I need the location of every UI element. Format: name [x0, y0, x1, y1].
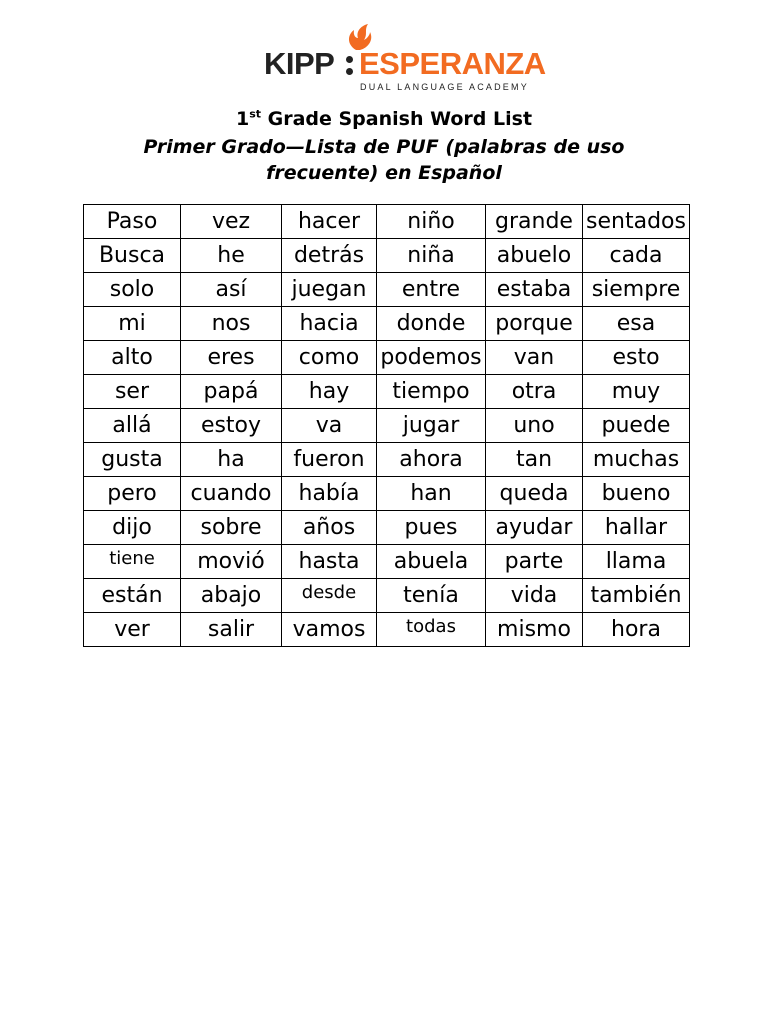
word-cell: ver	[84, 613, 181, 647]
word-cell: papá	[181, 375, 282, 409]
word-cell: cada	[583, 239, 690, 273]
word-cell: eres	[181, 341, 282, 375]
word-cell: jugar	[377, 409, 486, 443]
word-cell: ha	[181, 443, 282, 477]
word-cell: esto	[583, 341, 690, 375]
table-row	[84, 341, 690, 375]
word-cell: siempre	[583, 273, 690, 307]
word-cell: gusta	[84, 443, 181, 477]
word-cell: allá	[84, 409, 181, 443]
word-cell: tan	[486, 443, 583, 477]
word-cell: así	[181, 273, 282, 307]
word-cell: van	[486, 341, 583, 375]
word-cell: abajo	[181, 579, 282, 613]
table-row	[84, 205, 690, 239]
word-cell: esa	[583, 307, 690, 341]
word-cell: hay	[282, 375, 377, 409]
title-ordinal: 1	[235, 108, 250, 130]
word-cell: donde	[377, 307, 486, 341]
word-cell: pues	[377, 511, 486, 545]
table-row	[84, 239, 690, 273]
word-cell: Paso	[84, 205, 181, 239]
word-cell: Busca	[84, 239, 181, 273]
logo-brand-left: KIPP	[264, 46, 335, 81]
word-cell: sobre	[181, 511, 282, 545]
page-title	[60, 106, 708, 132]
word-table	[83, 204, 690, 647]
word-cell: tiempo	[377, 375, 486, 409]
word-cell: niño	[377, 205, 486, 239]
word-cell: bueno	[583, 477, 690, 511]
word-cell: estaba	[486, 273, 583, 307]
word-cell: sentados	[583, 205, 690, 239]
word-cell: todas	[377, 613, 486, 647]
word-cell: han	[377, 477, 486, 511]
word-cell: hacia	[282, 307, 377, 341]
document-header	[60, 106, 708, 186]
word-cell: están	[84, 579, 181, 613]
logo-tagline: DUAL LANGUAGE ACADEMY	[360, 82, 529, 92]
page-subtitle: Primer Grado—Lista de PUF (palabras de uso frecuente) en Español	[143, 136, 625, 184]
word-cell: como	[282, 341, 377, 375]
word-cell: ahora	[377, 443, 486, 477]
word-cell: uno	[486, 409, 583, 443]
word-cell: porque	[486, 307, 583, 341]
word-cell: va	[282, 409, 377, 443]
word-cell: niña	[377, 239, 486, 273]
word-cell: fueron	[282, 443, 377, 477]
table-row	[84, 613, 690, 647]
word-cell: también	[583, 579, 690, 613]
word-cell: salir	[181, 613, 282, 647]
table-row	[84, 579, 690, 613]
word-cell: solo	[84, 273, 181, 307]
word-cell: detrás	[282, 239, 377, 273]
table-row	[84, 511, 690, 545]
title-ordinal-suffix: st	[249, 107, 261, 121]
word-cell: tiene	[84, 545, 181, 579]
word-cell: movió	[181, 545, 282, 579]
word-cell: había	[282, 477, 377, 511]
word-cell: alto	[84, 341, 181, 375]
word-cell: mi	[84, 307, 181, 341]
table-row	[84, 443, 690, 477]
word-cell: estoy	[181, 409, 282, 443]
table-row	[84, 273, 690, 307]
word-cell: llama	[583, 545, 690, 579]
word-cell: mismo	[486, 613, 583, 647]
word-cell: entre	[377, 273, 486, 307]
word-cell: parte	[486, 545, 583, 579]
logo-brand-right: ESPERANZA	[359, 46, 546, 81]
word-cell: hacer	[282, 205, 377, 239]
word-cell: dijo	[84, 511, 181, 545]
word-cell: abuelo	[486, 239, 583, 273]
word-cell: hallar	[583, 511, 690, 545]
word-cell: abuela	[377, 545, 486, 579]
word-cell: desde	[282, 579, 377, 613]
table-row	[84, 477, 690, 511]
word-cell: vamos	[282, 613, 377, 647]
table-row	[84, 375, 690, 409]
word-cell: muchas	[583, 443, 690, 477]
word-cell: hasta	[282, 545, 377, 579]
word-cell: cuando	[181, 477, 282, 511]
word-cell: tenía	[377, 579, 486, 613]
table-row	[84, 409, 690, 443]
word-cell: vida	[486, 579, 583, 613]
word-table-body	[84, 205, 690, 647]
word-cell: años	[282, 511, 377, 545]
word-cell: ayudar	[486, 511, 583, 545]
word-cell: grande	[486, 205, 583, 239]
table-row	[84, 307, 690, 341]
word-cell: ser	[84, 375, 181, 409]
title-text: Grade Spanish Word List	[261, 108, 533, 130]
word-cell: puede	[583, 409, 690, 443]
logo-colon-dot	[346, 68, 353, 75]
word-cell: he	[181, 239, 282, 273]
word-cell: pero	[84, 477, 181, 511]
word-cell: podemos	[377, 341, 486, 375]
word-cell: juegan	[282, 273, 377, 307]
logo-colon-dot	[346, 56, 353, 63]
word-cell: nos	[181, 307, 282, 341]
word-cell: queda	[486, 477, 583, 511]
word-cell: vez	[181, 205, 282, 239]
word-cell: muy	[583, 375, 690, 409]
word-cell: otra	[486, 375, 583, 409]
table-row	[84, 545, 690, 579]
school-logo	[262, 18, 546, 98]
word-cell: hora	[583, 613, 690, 647]
